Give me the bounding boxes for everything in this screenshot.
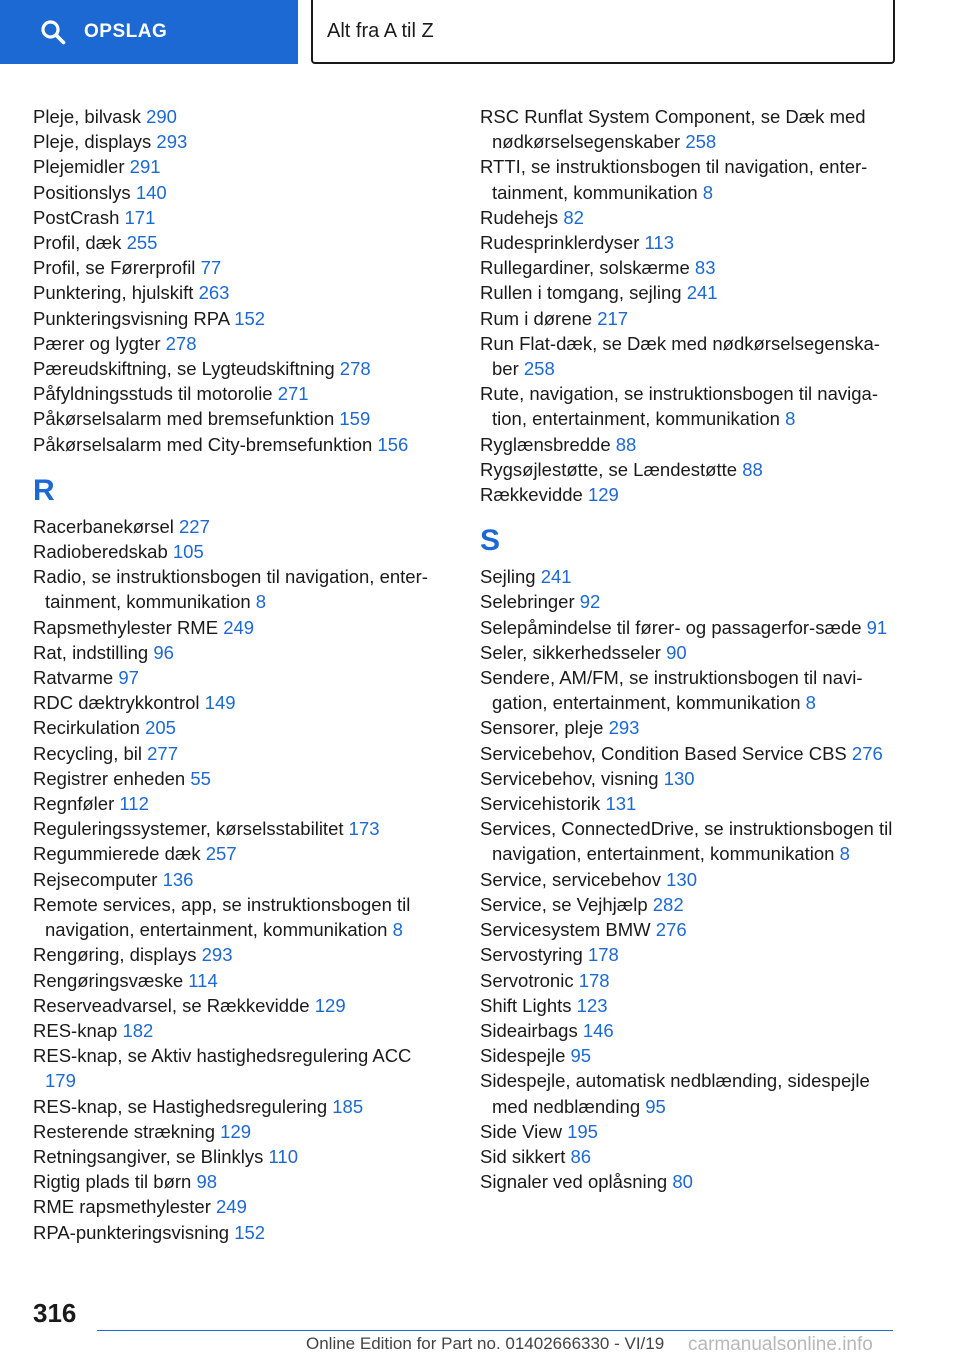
index-entry <box>480 1119 900 1144</box>
index-entry <box>480 331 900 381</box>
index-entry <box>480 615 900 640</box>
page-link[interactable]: 8 <box>785 408 796 430</box>
entry-text: Reserveadvarsel, se Rækkevidde <box>33 994 315 1016</box>
index-entry <box>480 942 900 967</box>
page-link[interactable]: 291 <box>129 156 161 178</box>
index-entry <box>33 791 445 816</box>
page-link[interactable]: 293 <box>608 717 640 739</box>
page-link[interactable]: 98 <box>196 1171 218 1193</box>
page-link[interactable]: 113 <box>644 232 675 254</box>
page-link[interactable]: 129 <box>220 1120 252 1142</box>
entry-text: Signaler ved oplåsning <box>480 1171 673 1193</box>
entry-text: Servicebehov, Condition Based Service CBS <box>480 742 852 764</box>
index-entry <box>33 331 445 356</box>
page-link[interactable]: 130 <box>663 767 695 789</box>
page-link[interactable]: 159 <box>339 408 371 430</box>
index-entry <box>33 230 445 255</box>
index-entry <box>480 665 900 715</box>
entry-text: Servicesystem BMW <box>480 919 656 941</box>
entry-text: Remote services, app, se instruktionsbogen til navigation, entertainment, kommunikation <box>33 893 411 941</box>
entry-text: Sejling <box>480 566 541 588</box>
index-entry <box>33 741 445 766</box>
index-entry <box>33 690 445 715</box>
entry-text: Rudesprinklerdyser <box>480 232 645 254</box>
entry-text: Selebringer <box>480 591 580 613</box>
page-link[interactable]: 263 <box>198 282 230 304</box>
entry-text: Regnføler <box>33 793 120 815</box>
entry-text: Pleje, displays <box>33 131 157 153</box>
entry-text: RTTI, se instruktionsbogen til navigation, enter-tainment, kommunikation <box>480 156 868 203</box>
index-entry <box>33 255 445 280</box>
index-entry <box>33 1144 445 1169</box>
index-entry <box>480 205 900 230</box>
page-link[interactable]: 171 <box>124 206 156 228</box>
page-link[interactable]: 96 <box>153 641 174 663</box>
section-letter: S <box>480 524 501 558</box>
entry-text: Påkørselsalarm med bremsefunktion <box>33 408 340 430</box>
page-link[interactable]: 105 <box>172 541 204 563</box>
index-entry <box>33 968 445 993</box>
index-column-left <box>33 104 445 1245</box>
page-link[interactable]: 293 <box>201 944 233 966</box>
entry-text: Run Flat-dæk, se Dæk med nødkørselsegenska-ber <box>480 332 880 380</box>
entry-text: RPA-punkteringsvisning <box>33 1221 235 1243</box>
page-link[interactable]: 8 <box>392 919 403 941</box>
index-entry <box>33 406 445 431</box>
entry-text: Rygsøjlestøtte, se Lændestøtte <box>480 458 743 480</box>
page-link[interactable]: 55 <box>190 767 211 789</box>
index-entry <box>480 154 900 204</box>
page-link[interactable]: 110 <box>268 1145 298 1167</box>
index-entry <box>480 1144 900 1169</box>
entry-text: Ryglænsbredde <box>480 433 616 455</box>
entry-text: Selepåmindelse til fører- og passagerfor-sæde <box>480 616 867 638</box>
page-link[interactable]: 129 <box>314 994 346 1016</box>
page-link[interactable]: 136 <box>162 868 194 890</box>
index-entry <box>480 1068 900 1118</box>
index-entry <box>33 640 445 665</box>
page-link[interactable]: 114 <box>188 969 218 991</box>
entry-text: Seler, sikkerhedsseler <box>480 641 667 663</box>
entry-text: Rudehejs <box>480 206 564 228</box>
index-entry <box>33 1043 445 1093</box>
page-link[interactable]: 131 <box>605 793 637 815</box>
entry-text: RSC Runflat System Component, se Dæk med nødkørselsegenskaber <box>480 106 866 153</box>
page-link[interactable]: 156 <box>377 433 409 455</box>
section-letter: R <box>33 473 55 507</box>
index-entry <box>33 993 445 1018</box>
search-tab[interactable] <box>0 0 298 64</box>
index-entry <box>33 432 445 457</box>
page-link[interactable]: 293 <box>156 131 188 153</box>
page-link[interactable]: 185 <box>332 1095 364 1117</box>
index-entry <box>33 129 445 154</box>
page-link[interactable]: 277 <box>147 742 179 764</box>
page-link[interactable]: 255 <box>126 232 158 254</box>
page-link[interactable]: 205 <box>145 717 176 739</box>
search-tab-label: OPSLAG <box>84 21 168 42</box>
index-entry <box>480 816 900 866</box>
index-entry <box>33 180 445 205</box>
index-entry <box>480 766 900 791</box>
page-link[interactable]: 290 <box>146 106 177 127</box>
page-link[interactable]: 276 <box>851 742 883 764</box>
index-entry <box>33 942 445 967</box>
page-link[interactable]: 91 <box>866 616 888 638</box>
entry-text: Rum i dørene <box>480 307 598 329</box>
entry-text: Recirkulation <box>33 717 146 739</box>
index-entry <box>480 715 900 740</box>
entry-text: Pærer og lygter <box>33 332 166 354</box>
index-entry <box>33 816 445 841</box>
page-link[interactable]: 123 <box>576 994 608 1016</box>
page-link[interactable]: 179 <box>45 1070 76 1092</box>
entry-text: Sidespejle, automatisk nedblænding, sidespejle med nedblænding <box>480 1070 870 1117</box>
page-link[interactable]: 8 <box>255 591 267 613</box>
entry-text: Profil, se Førerprofil <box>33 257 201 279</box>
index-entry <box>480 255 900 280</box>
index-entry <box>33 154 445 179</box>
page-link[interactable]: 182 <box>122 1019 154 1041</box>
index-entry <box>33 280 445 305</box>
index-entry <box>480 432 900 457</box>
page-link[interactable]: 271 <box>277 383 309 405</box>
entry-text: Radioberedskab <box>33 541 173 563</box>
page-link[interactable]: 140 <box>135 181 167 203</box>
index-entry <box>33 564 445 614</box>
page-link[interactable]: 77 <box>200 257 222 279</box>
entry-text: RES-knap, se Hastighedsregulering <box>33 1095 333 1117</box>
entry-text: Servicebehov, visning <box>480 767 664 789</box>
entry-text: Ratvarme <box>33 667 119 689</box>
entry-text: RES-knap, se Aktiv hastighedsregulering ACC <box>33 1045 412 1067</box>
page-number: 316 <box>33 1298 77 1328</box>
index-entry <box>33 1018 445 1043</box>
entry-text: RME rapsmethylester <box>33 1196 216 1218</box>
index-entry <box>480 791 900 816</box>
entry-text: Punkteringsvisning RPA <box>33 307 235 329</box>
entry-text: Shift Lights <box>480 994 577 1016</box>
index-entry <box>33 665 445 690</box>
page-link[interactable]: 90 <box>666 641 687 663</box>
index-entry <box>33 104 445 129</box>
index-entry <box>33 1169 445 1194</box>
entry-text: Rat, indstilling <box>33 641 154 663</box>
index-entry <box>480 1018 900 1043</box>
index-entry <box>480 306 900 331</box>
entry-text: Rengøring, displays <box>33 944 202 966</box>
index-entry <box>33 1194 445 1219</box>
index-entry <box>480 993 900 1018</box>
entry-text: Side View <box>480 1120 568 1142</box>
entry-text: Positionslys <box>33 181 136 203</box>
entry-text: PostCrash <box>33 206 125 228</box>
page-link[interactable]: 8 <box>839 843 850 865</box>
index-entry <box>33 539 445 564</box>
page-link[interactable]: 249 <box>216 1196 247 1218</box>
index-entry <box>480 589 900 614</box>
entry-text: Service, se Vejhjælp <box>480 893 653 915</box>
entry-text: Rullen i tomgang, sejling <box>480 282 687 304</box>
page-link[interactable]: 88 <box>742 458 763 480</box>
page-link[interactable]: 152 <box>234 307 266 329</box>
entry-text: Servicehistorik <box>480 793 606 815</box>
page-link[interactable]: 276 <box>655 919 687 941</box>
entry-text: Services, ConnectedDrive, se instruktionsbogen til navigation, entertainment, kommunikation <box>480 818 893 865</box>
page-link[interactable]: 278 <box>339 358 371 380</box>
index-entry <box>33 1119 445 1144</box>
page-link[interactable]: 173 <box>348 818 380 840</box>
index-entry <box>33 841 445 866</box>
entry-text: Sid sikkert <box>480 1145 571 1167</box>
page-link[interactable]: 86 <box>570 1145 592 1167</box>
entry-text: Registrer enheden <box>33 767 191 789</box>
page-link[interactable]: 258 <box>685 131 717 153</box>
index-entry <box>480 381 900 431</box>
page-link[interactable]: 112 <box>119 793 149 815</box>
page-link[interactable]: 88 <box>615 433 637 455</box>
entry-text: Sideairbags <box>480 1019 583 1041</box>
page-link[interactable]: 249 <box>223 616 255 638</box>
index-tab-label: Alt fra A til Z <box>327 19 434 42</box>
index-entry <box>33 356 445 381</box>
footer-divider <box>97 1330 893 1331</box>
entry-text: Resterende strækning <box>33 1120 221 1142</box>
entry-text: Racerbanekørsel <box>33 515 180 537</box>
watermark: carmanualsonline.info <box>688 1334 873 1355</box>
page-link[interactable]: 130 <box>666 868 697 890</box>
index-entry <box>33 514 445 539</box>
entry-text: Recycling, bil <box>33 742 148 764</box>
index-entry <box>480 968 900 993</box>
index-entry <box>480 917 900 942</box>
page-link[interactable]: 82 <box>563 206 584 228</box>
index-entry <box>480 867 900 892</box>
page-link[interactable]: 282 <box>652 893 684 915</box>
entry-text: Sensorer, pleje <box>480 717 609 739</box>
index-tab[interactable] <box>311 0 895 64</box>
entry-text: Rigtig plads til børn <box>33 1171 197 1193</box>
entry-text: Påfyldningsstuds til motorolie <box>33 383 278 405</box>
entry-text: Påkørselsalarm med City-bremsefunktion <box>33 433 378 455</box>
index-entry <box>480 1169 900 1194</box>
page-link[interactable]: 83 <box>694 257 716 279</box>
index-entry <box>480 640 900 665</box>
entry-text: Profil, dæk <box>33 232 127 254</box>
entry-text: Service, servicebehov <box>480 868 667 890</box>
entry-text: Sidespejle <box>480 1045 571 1067</box>
page-link[interactable]: 241 <box>686 282 718 304</box>
index-entry <box>33 381 445 406</box>
index-entry <box>480 1043 900 1068</box>
entry-text: RDC dæktrykkontrol <box>33 692 205 714</box>
index-column-right <box>480 104 900 1194</box>
page-link[interactable]: 257 <box>205 843 237 865</box>
page-link[interactable]: 227 <box>179 515 210 537</box>
entry-text: Reguleringssystemer, kørselsstabilitet <box>33 818 349 840</box>
index-entry <box>480 280 900 305</box>
page-link[interactable]: 217 <box>597 307 629 329</box>
index-entry <box>33 306 445 331</box>
index-entry <box>33 715 445 740</box>
index-entry <box>33 766 445 791</box>
page-link[interactable]: 178 <box>587 944 619 966</box>
index-entry <box>480 892 900 917</box>
page-link[interactable]: 146 <box>582 1019 614 1041</box>
page-link[interactable]: 80 <box>672 1171 693 1193</box>
edition-text: Online Edition for Part no. 01402666330 - VI/19 <box>306 1334 665 1353</box>
page-link[interactable]: 278 <box>165 332 197 354</box>
page-link[interactable]: 8 <box>805 692 816 714</box>
page-link[interactable]: 149 <box>204 692 236 714</box>
page-link[interactable]: 195 <box>567 1120 598 1142</box>
page-link[interactable]: 152 <box>234 1221 266 1243</box>
entry-text: Pæreudskiftning, se Lygteudskiftning <box>33 358 340 380</box>
page-link[interactable]: 97 <box>118 667 139 689</box>
entry-text: Rapsmethylester RME <box>33 616 224 638</box>
entry-text: Regummierede dæk <box>33 843 206 865</box>
page-link[interactable]: 95 <box>645 1095 666 1117</box>
entry-text: Rengøringsvæske <box>33 969 189 991</box>
entry-text: Rejsecomputer <box>33 868 163 890</box>
page-link[interactable]: 178 <box>578 969 610 991</box>
page-link[interactable]: 241 <box>540 566 572 588</box>
index-entry <box>480 482 900 507</box>
index-entry <box>33 867 445 892</box>
page-link[interactable]: 8 <box>702 181 714 203</box>
entry-text: RES-knap <box>33 1019 123 1041</box>
page-link[interactable]: 129 <box>587 484 619 506</box>
search-icon <box>40 19 66 45</box>
index-entry <box>33 205 445 230</box>
entry-text: Plejemidler <box>33 156 130 178</box>
index-entry <box>33 1220 445 1245</box>
entry-text: Rullegardiner, solskærme <box>480 257 695 279</box>
page-link[interactable]: 258 <box>523 358 555 380</box>
entry-text: Sendere, AM/FM, se instruktionsbogen til navi-gation, entertainment, kommunikation <box>480 667 863 714</box>
index-entry <box>33 1094 445 1119</box>
index-entry <box>33 892 445 942</box>
page-link[interactable]: 95 <box>570 1045 592 1067</box>
entry-text: Punktering, hjulskift <box>33 282 199 304</box>
entry-text: Servotronic <box>480 969 579 991</box>
entry-text: Retningsangiver, se Blinklys <box>33 1145 269 1167</box>
page-link[interactable]: 92 <box>579 591 601 613</box>
entry-text: Radio, se instruktionsbogen til navigation, enter-tainment, kommunikation <box>33 566 428 613</box>
entry-text: Rækkevidde <box>480 484 588 506</box>
entry-text: Rute, navigation, se instruktionsbogen til naviga-tion, entertainment, kommunikation <box>480 383 878 430</box>
index-entry <box>33 615 445 640</box>
entry-text: Pleje, bilvask <box>33 106 147 127</box>
entry-text: Servostyring <box>480 944 588 966</box>
index-entry <box>480 230 900 255</box>
index-entry <box>480 457 900 482</box>
index-entry <box>480 104 900 154</box>
index-entry <box>480 564 900 589</box>
index-entry <box>480 741 900 766</box>
